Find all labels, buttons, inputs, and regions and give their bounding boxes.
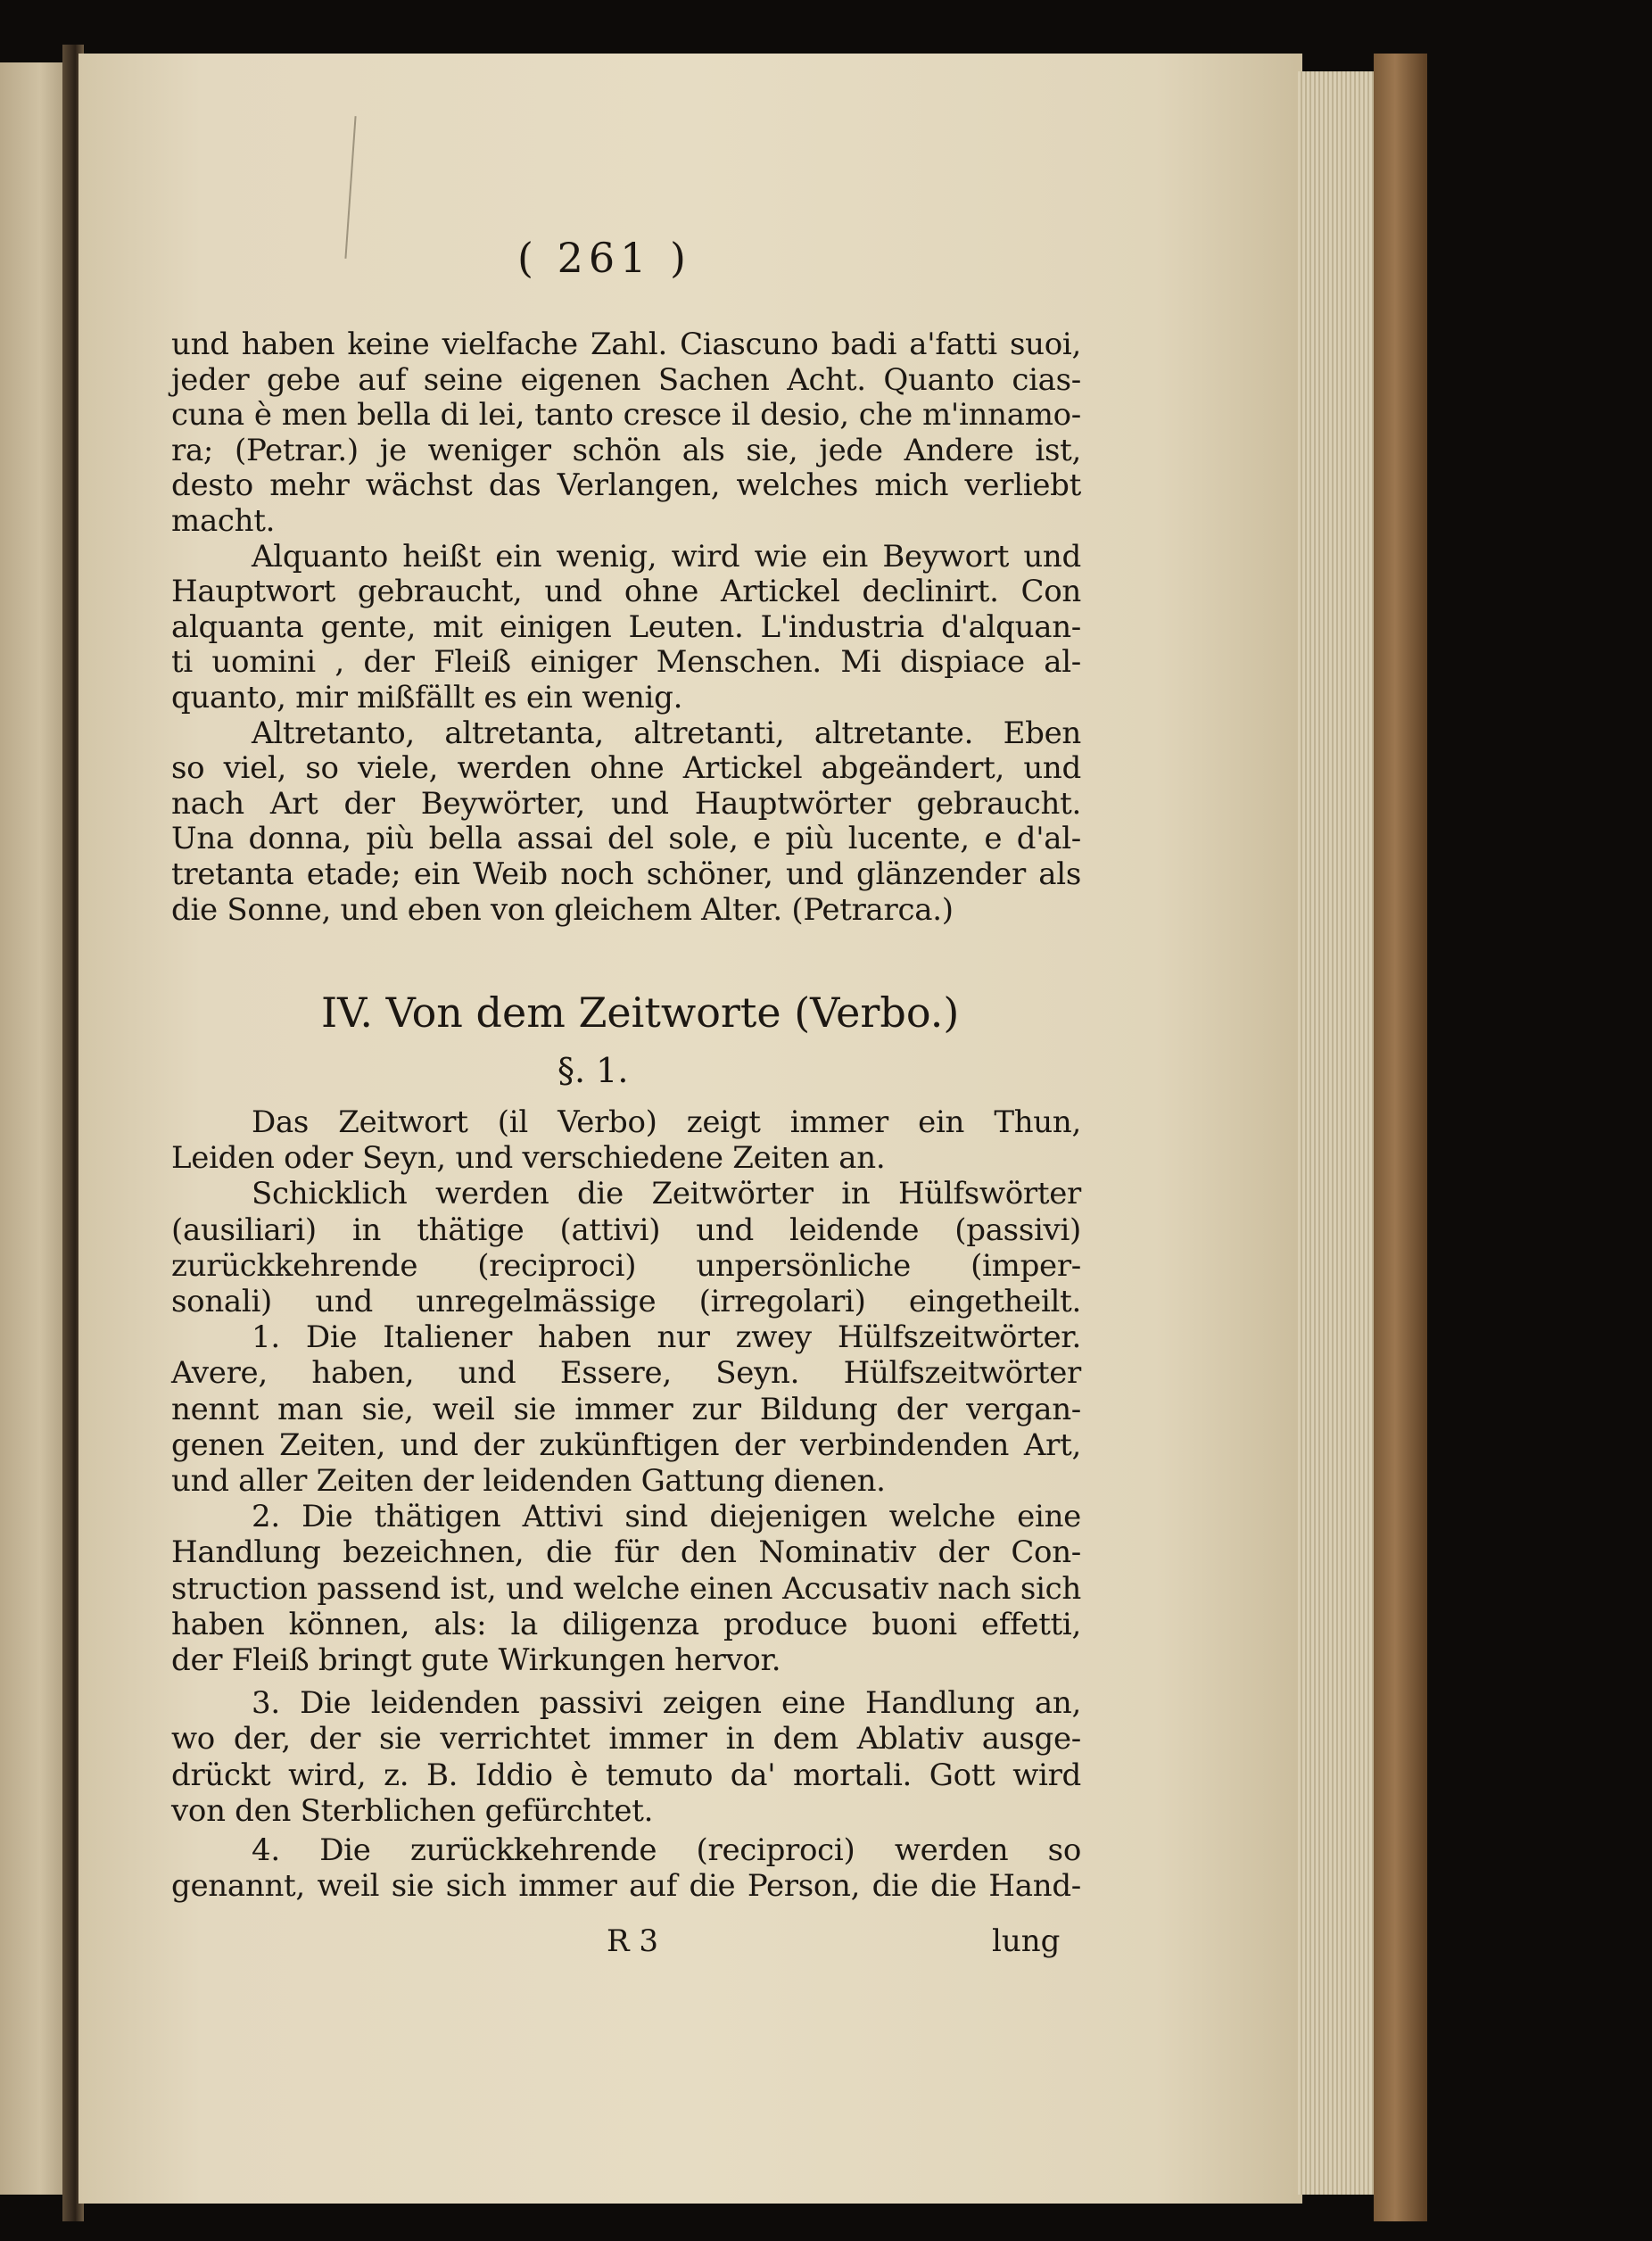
text-line: Alquanto heißt ein wenig, wird wie ein Beywort und: [252, 538, 1081, 575]
page-number: ( 261 ): [517, 234, 691, 282]
text-line: genen Zeiten, und der zukünftigen der verbindenden Art,: [171, 1426, 1081, 1463]
text-line: alquanta gente, mit einigen Leuten. L'industria d'alquan-: [171, 608, 1081, 645]
text-line: jeder gebe auf seine eigenen Sachen Acht. Quanto cias-: [171, 361, 1081, 398]
text-line: quanto, mir mißfällt es ein wenig.: [171, 680, 683, 715]
text-line: Hauptwort gebraucht, und ohne Artickel declinirt. Con: [171, 574, 1081, 610]
text-line: nennt man sie, weil sie immer zur Bildung der vergan-: [171, 1391, 1081, 1427]
text-line: Altretanto, altretanta, altretanti, altretante. Eben: [252, 715, 1081, 751]
text-line: Das Zeitwort (il Verbo) zeigt immer ein Thun,: [252, 1104, 1081, 1140]
text-line: desto mehr wächst das Verlangen, welches mich verliebt: [171, 467, 1081, 504]
signature-mark: R 3: [607, 1923, 659, 1959]
text-line: 2. Die thätigen Attivi sind diejenigen welche eine: [252, 1499, 1081, 1535]
chapter-heading: IV. Von dem Zeitworte (Verbo.): [321, 988, 960, 1037]
text-line: wo der, der sie verrichtet immer in dem Ablativ ausge-: [171, 1721, 1081, 1757]
text-line: (ausiliari) in thätige (attivi) und leidende (passivi): [171, 1211, 1081, 1248]
text-line: und aller Zeiten der leidenden Gattung dienen.: [171, 1463, 886, 1499]
text-line: 4. Die zurückkehrende (reciproci) werden so: [252, 1832, 1081, 1868]
text-line: drückt wird, z. B. Iddio è temuto da' mortali. Gott wird: [171, 1757, 1081, 1793]
text-line: Leiden oder Seyn, und verschiedene Zeiten an.: [171, 1140, 886, 1177]
text-line: haben können, als: la diligenza produce buoni effetti,: [171, 1606, 1081, 1642]
text-line: ti uomini , der Fleiß einiger Menschen. Mi dispiace al-: [171, 644, 1081, 681]
section-mark: §. 1.: [558, 1051, 629, 1090]
text-line: und haben keine vielfache Zahl. Ciascuno badi a'fatti suoi,: [171, 327, 1081, 362]
text-line: ra; (Petrar.) je weniger schön als sie, jede Andere ist,: [171, 432, 1081, 468]
text-line: Handlung bezeichnen, die für den Nominativ der Con-: [171, 1534, 1081, 1571]
text-line: zurückkehrende (reciproci) unpersönliche (imper-: [171, 1247, 1081, 1284]
text-line: genannt, weil sie sich immer auf die Person, die die Hand-: [171, 1868, 1081, 1905]
text-line: Avere, haben, und Essere, Seyn. Hülfszeitwörter: [171, 1355, 1081, 1392]
text-line: Schicklich werden die Zeitwörter in Hülfswörter: [252, 1176, 1081, 1212]
text-line: struction passend ist, und welche einen Accusativ nach sich: [171, 1570, 1081, 1607]
catchword: lung: [992, 1923, 1061, 1959]
text-line: die Sonne, und eben von gleichem Alter. (Petrarca.): [171, 891, 954, 928]
text-line: macht.: [171, 503, 276, 539]
text-line: Una donna, più bella assai del sole, e più lucente, e d'al-: [171, 821, 1081, 857]
text-line: cuna è men bella di lei, tanto cresce il desio, che m'innamo-: [171, 397, 1081, 434]
text-line: tretanta etade; ein Weib noch schöner, und glänzender als: [171, 856, 1081, 892]
text-line: 1. Die Italiener haben nur zwey Hülfszeitwörter.: [252, 1319, 1081, 1356]
text-line: nach Art der Beywörter, und Hauptwörter gebraucht.: [171, 785, 1081, 822]
text-line: der Fleiß bringt gute Wirkungen hervor.: [171, 1642, 781, 1678]
cover-edge: [1374, 54, 1427, 2221]
page-edges: [1298, 71, 1378, 2195]
text-line: 3. Die leidenden passivi zeigen eine Handlung an,: [252, 1685, 1081, 1722]
text-line: von den Sterblichen gefürchtet.: [171, 1792, 654, 1829]
text-line: sonali) und unregelmässige (irregolari) eingetheilt.: [171, 1284, 1081, 1319]
text-line: so viel, so viele, werden ohne Artickel abgeändert, und: [171, 750, 1081, 787]
